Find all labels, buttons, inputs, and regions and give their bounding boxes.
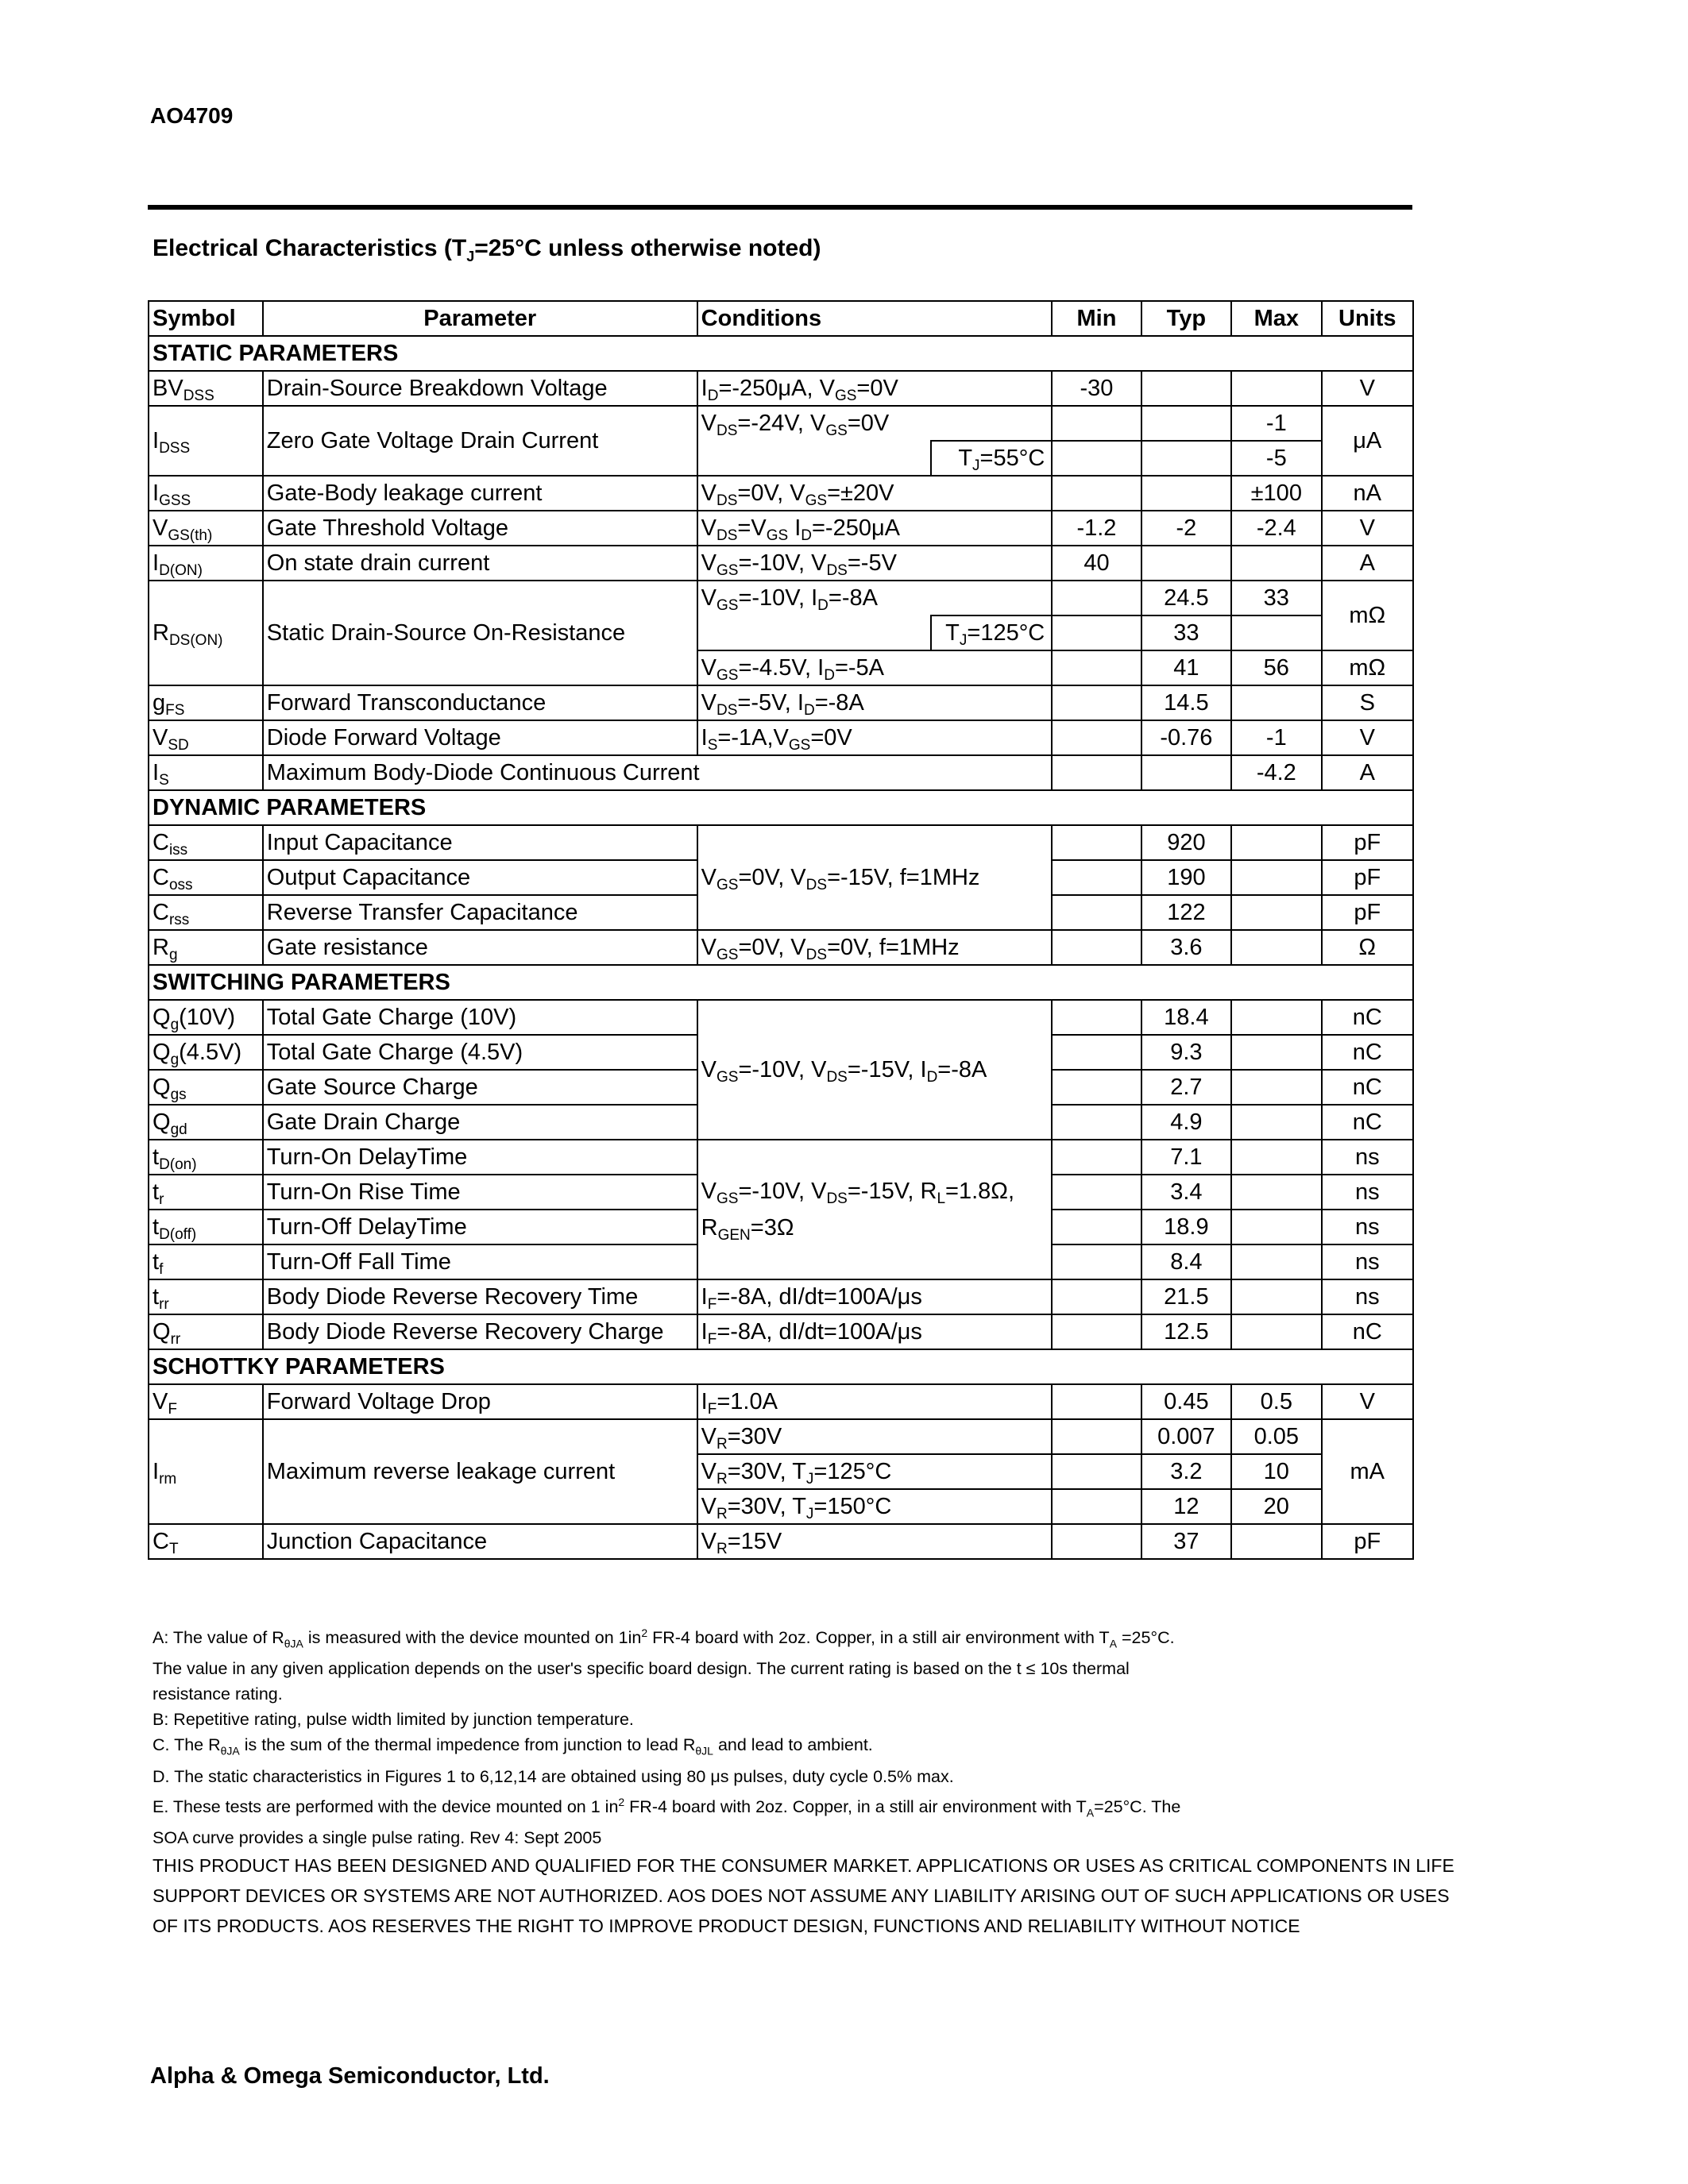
parameter: Forward Voltage Drop — [263, 1384, 697, 1419]
units: pF — [1322, 825, 1413, 860]
parameter: Gate resistance — [263, 930, 697, 965]
max — [1231, 1210, 1321, 1244]
min — [1052, 1105, 1141, 1140]
header-symbol: Symbol — [149, 301, 263, 336]
units: V — [1322, 511, 1413, 546]
symbol: $Q_{gs}$ — [149, 1070, 263, 1105]
symbol: $V_{SD}$ — [149, 720, 263, 755]
row-bvdss — [149, 371, 1413, 406]
header-min: Min — [1052, 301, 1141, 336]
min — [1052, 581, 1141, 615]
conditions: $V_{DS}=-24V$, $V_{GS}=0V$ — [697, 406, 1053, 441]
max — [1231, 546, 1321, 581]
min — [1052, 755, 1141, 790]
max — [1231, 860, 1321, 895]
header-max: Max — [1231, 301, 1321, 336]
parameter: Diode Forward Voltage — [263, 720, 697, 755]
min — [1052, 1070, 1141, 1105]
section-label: SWITCHING PARAMETERS — [149, 965, 1413, 1000]
symbol: $I_S$ — [149, 755, 263, 790]
max: -2.4 — [1231, 511, 1321, 546]
min — [1052, 685, 1141, 720]
max: 0.5 — [1231, 1384, 1321, 1419]
section-static — [149, 336, 1413, 371]
max — [1231, 1279, 1321, 1314]
row-trr — [149, 1279, 1413, 1314]
parameter: Static Drain-Source On-Resistance — [263, 581, 697, 685]
min — [1052, 1210, 1141, 1244]
section-schottky — [149, 1349, 1413, 1384]
typ — [1141, 755, 1231, 790]
max — [1231, 1175, 1321, 1210]
row-vsd — [149, 720, 1413, 755]
typ: 0.007 — [1141, 1419, 1231, 1454]
symbol: $I_{DSS}$ — [149, 406, 263, 476]
units: nC — [1322, 1000, 1413, 1035]
symbol: $V_F$ — [149, 1384, 263, 1419]
symbol: $t_r$ — [149, 1175, 263, 1210]
header-conditions: Conditions — [697, 301, 1053, 336]
min — [1052, 895, 1141, 930]
max: -4.2 — [1231, 755, 1321, 790]
min: 40 — [1052, 546, 1141, 581]
typ: 190 — [1141, 860, 1231, 895]
conditions-blank — [697, 615, 932, 650]
header-parameter: Parameter — [263, 301, 697, 336]
parameter: Reverse Transfer Capacitance — [263, 895, 697, 930]
conditions: $V_{DS}=0V$, $V_{GS}=\pm 20V$ — [697, 476, 1053, 511]
symbol: $C_{oss}$ — [149, 860, 263, 895]
symbol: $g_{FS}$ — [149, 685, 263, 720]
header-rule — [148, 205, 1412, 210]
min — [1052, 1279, 1141, 1314]
parameter: Turn-Off Fall Time — [263, 1244, 697, 1279]
section-switching — [149, 965, 1413, 1000]
min — [1052, 1384, 1141, 1419]
typ — [1141, 476, 1231, 511]
min — [1052, 860, 1141, 895]
max: -5 — [1231, 441, 1321, 476]
conditions: $I_S=-1A,V_{GS}=0V$ — [697, 720, 1053, 755]
min — [1052, 1489, 1141, 1524]
units: S — [1322, 685, 1413, 720]
row-vgsth — [149, 511, 1413, 546]
conditions: $I_D=-250\mu A$, $V_{GS}=0V$ — [697, 371, 1053, 406]
typ: 2.7 — [1141, 1070, 1231, 1105]
section-title: Electrical Characteristics ($T_J=25^\circ C$ unless otherwise noted) — [153, 235, 821, 264]
typ — [1141, 546, 1231, 581]
units: nC — [1322, 1070, 1413, 1105]
units: mA — [1322, 1419, 1413, 1524]
parameter: Gate Source Charge — [263, 1070, 697, 1105]
symbol: $BV_{DSS}$ — [149, 371, 263, 406]
header-row — [149, 301, 1413, 336]
typ: 24.5 — [1141, 581, 1231, 615]
symbol: $Q_g(4.5V)$ — [149, 1035, 263, 1070]
header-typ: Typ — [1141, 301, 1231, 336]
section-label: SCHOTTKY PARAMETERS — [149, 1349, 1413, 1384]
typ: 12.5 — [1141, 1314, 1231, 1349]
symbol: $t_{D(on)}$ — [149, 1140, 263, 1175]
parameter: Maximum Body-Diode Continuous Current — [263, 755, 1052, 790]
typ: 3.6 — [1141, 930, 1231, 965]
units: ns — [1322, 1244, 1413, 1279]
parameter: Turn-Off DelayTime — [263, 1210, 697, 1244]
row-irm — [149, 1419, 1413, 1454]
conditions: $V_{GS}=-10V$, $V_{DS}=-15V$, $R_L=1.8\Omega$, $R_{GEN}=3\Omega$ — [697, 1140, 1053, 1279]
typ: 7.1 — [1141, 1140, 1231, 1175]
disclaimer: THIS PRODUCT HAS BEEN DESIGNED AND QUALIFIED FOR THE CONSUMER MARKET. APPLICATIONS OR USES AS CRITICAL COMPONENTS IN LIFE SUPPORT DEVICES OR SYSTEMS ARE NOT AUTHORIZED. AOS DOES NOT ASSUME ANY LIABILITY ARISING OUT OF SUCH APPLICATIONS OR USES OF ITS PRODUCTS. AOS RESERVES THE RIGHT TO IMPROVE PRODUCT DESIGN, FUNCTIONS AND RELIABILITY WITHOUT NOTICE — [153, 1855, 1454, 1936]
row-tdon — [149, 1140, 1413, 1175]
note-a-line3: resistance rating. — [153, 1684, 283, 1704]
units: nC — [1322, 1314, 1413, 1349]
parameter: Drain-Source Breakdown Voltage — [263, 371, 697, 406]
section-label: DYNAMIC PARAMETERS — [149, 790, 1413, 825]
electrical-characteristics-table — [148, 300, 1414, 1560]
max: 0.05 — [1231, 1419, 1321, 1454]
typ: 21.5 — [1141, 1279, 1231, 1314]
row-rg — [149, 930, 1413, 965]
section-dynamic — [149, 790, 1413, 825]
min — [1052, 1524, 1141, 1559]
symbol: $C_{rss}$ — [149, 895, 263, 930]
parameter: Turn-On DelayTime — [263, 1140, 697, 1175]
min — [1052, 650, 1141, 685]
note-d: D. The static characteristics in Figures 1 to 6,12,14 are obtained using 80 μs pulses, duty cycle 0.5% max. — [153, 1766, 954, 1786]
symbol: $C_T$ — [149, 1524, 263, 1559]
symbol: $Q_{rr}$ — [149, 1314, 263, 1349]
typ: 14.5 — [1141, 685, 1231, 720]
conditions: $V_{GS}=-4.5V$, $I_D=-5A$ — [697, 650, 1053, 685]
conditions: $V_{GS}=-10V$, $I_D=-8A$ — [697, 581, 1053, 615]
typ: -0.76 — [1141, 720, 1231, 755]
note-a-line2: The value in any given application depends on the user's specific board design. The current rating is based on the t ≤ 10s thermal — [153, 1659, 1130, 1679]
conditions: $V_{GS}=0V$, $V_{DS}=-15V$, f=1MHz — [697, 825, 1053, 930]
typ: 18.4 — [1141, 1000, 1231, 1035]
symbol: $R_{DS(ON)}$ — [149, 581, 263, 685]
units: ns — [1322, 1175, 1413, 1210]
units: A — [1322, 546, 1413, 581]
symbol: $I_{rm}$ — [149, 1419, 263, 1524]
conditions: $I_F=-8A$, dI/dt=100A/μs — [697, 1279, 1053, 1314]
units: ns — [1322, 1210, 1413, 1244]
symbol: $I_{GSS}$ — [149, 476, 263, 511]
typ: 41 — [1141, 650, 1231, 685]
parameter: Zero Gate Voltage Drain Current — [263, 406, 697, 476]
conditions: $V_R=15V$ — [697, 1524, 1053, 1559]
symbol: $I_{D(ON)}$ — [149, 546, 263, 581]
row-ciss — [149, 825, 1413, 860]
max: 33 — [1231, 581, 1321, 615]
max — [1231, 1035, 1321, 1070]
units: ns — [1322, 1140, 1413, 1175]
units: ns — [1322, 1279, 1413, 1314]
max — [1231, 1524, 1321, 1559]
parameter: Gate Drain Charge — [263, 1105, 697, 1140]
parameter: Input Capacitance — [263, 825, 697, 860]
min — [1052, 1419, 1141, 1454]
row-qg10 — [149, 1000, 1413, 1035]
max: 20 — [1231, 1489, 1321, 1524]
min — [1052, 720, 1141, 755]
typ: 18.9 — [1141, 1210, 1231, 1244]
conditions-tj: $T_J=55^\circ C$ — [931, 441, 1052, 476]
typ — [1141, 441, 1231, 476]
row-vf — [149, 1384, 1413, 1419]
typ: 122 — [1141, 895, 1231, 930]
conditions: $V_{GS}=0V$, $V_{DS}=0V$, f=1MHz — [697, 930, 1053, 965]
units: Ω — [1322, 930, 1413, 965]
min — [1052, 1314, 1141, 1349]
row-ct — [149, 1524, 1413, 1559]
typ: 4.9 — [1141, 1105, 1231, 1140]
min: -1.2 — [1052, 511, 1141, 546]
typ: 920 — [1141, 825, 1231, 860]
typ — [1141, 371, 1231, 406]
max — [1231, 685, 1321, 720]
section-label: STATIC PARAMETERS — [149, 336, 1413, 371]
row-qrr — [149, 1314, 1413, 1349]
parameter: Body Diode Reverse Recovery Time — [263, 1279, 697, 1314]
typ: 33 — [1141, 615, 1231, 650]
units: μA — [1322, 406, 1413, 476]
row-idss — [149, 406, 1413, 441]
min — [1052, 1140, 1141, 1175]
min — [1052, 1454, 1141, 1489]
units: pF — [1322, 860, 1413, 895]
conditions: $V_{GS}=-10V$, $V_{DS}=-15V$, $I_D=-8A$ — [697, 1000, 1053, 1140]
parameter: Junction Capacitance — [263, 1524, 697, 1559]
typ: 9.3 — [1141, 1035, 1231, 1070]
units: V — [1322, 371, 1413, 406]
max — [1231, 930, 1321, 965]
row-is — [149, 755, 1413, 790]
parameter: Body Diode Reverse Recovery Charge — [263, 1314, 697, 1349]
units: nC — [1322, 1035, 1413, 1070]
max — [1231, 615, 1321, 650]
parameter: Gate-Body leakage current — [263, 476, 697, 511]
units: mΩ — [1322, 581, 1413, 650]
max — [1231, 825, 1321, 860]
conditions: $V_R=30V$ — [697, 1419, 1053, 1454]
parameter: Maximum reverse leakage current — [263, 1419, 697, 1524]
conditions: $I_F=-8A$, dI/dt=100A/μs — [697, 1314, 1053, 1349]
row-idon — [149, 546, 1413, 581]
conditions: $I_F=1.0A$ — [697, 1384, 1053, 1419]
min — [1052, 441, 1141, 476]
note-e-line2: SOA curve provides a single pulse rating. Rev 4: Sept 2005 — [153, 1828, 602, 1848]
conditions: $V_{DS}=-5V$, $I_D=-8A$ — [697, 685, 1053, 720]
max — [1231, 371, 1321, 406]
note-a: A: The value of $R_{\theta JA}$ is measured with the device mounted on $1in^2$ FR-4 board with 2oz. Copper, in a still air environment with $T_A =25^\circ C$. — [153, 1626, 1175, 1650]
conditions: $V_{DS}=V_{GS}$ $I_D=-250\mu A$ — [697, 511, 1053, 546]
units: V — [1322, 1384, 1413, 1419]
conditions: $V_R=30V$, $T_J=150^\circ C$ — [697, 1489, 1053, 1524]
min: -30 — [1052, 371, 1141, 406]
typ: -2 — [1141, 511, 1231, 546]
parameter: Gate Threshold Voltage — [263, 511, 697, 546]
symbol: $t_f$ — [149, 1244, 263, 1279]
typ: 12 — [1141, 1489, 1231, 1524]
max — [1231, 1140, 1321, 1175]
parameter: Total Gate Charge (4.5V) — [263, 1035, 697, 1070]
symbol: $V_{GS(th)}$ — [149, 511, 263, 546]
typ: 3.4 — [1141, 1175, 1231, 1210]
units: mΩ — [1322, 650, 1413, 685]
conditions-blank — [697, 441, 932, 476]
parameter: Forward Transconductance — [263, 685, 697, 720]
note-b: B: Repetitive rating, pulse width limited by junction temperature. — [153, 1710, 634, 1730]
parameter: On state drain current — [263, 546, 697, 581]
max: 10 — [1231, 1454, 1321, 1489]
symbol: $t_{rr}$ — [149, 1279, 263, 1314]
min — [1052, 1175, 1141, 1210]
units: pF — [1322, 1524, 1413, 1559]
min — [1052, 476, 1141, 511]
min — [1052, 615, 1141, 650]
min — [1052, 930, 1141, 965]
symbol: $Q_g(10V)$ — [149, 1000, 263, 1035]
symbol: $R_g$ — [149, 930, 263, 965]
min — [1052, 825, 1141, 860]
max: -1 — [1231, 720, 1321, 755]
max — [1231, 1105, 1321, 1140]
units: nC — [1322, 1105, 1413, 1140]
row-igss — [149, 476, 1413, 511]
min — [1052, 1035, 1141, 1070]
units: pF — [1322, 895, 1413, 930]
parameter: Output Capacitance — [263, 860, 697, 895]
max — [1231, 1070, 1321, 1105]
typ: 37 — [1141, 1524, 1231, 1559]
max: ±100 — [1231, 476, 1321, 511]
symbol: $Q_{gd}$ — [149, 1105, 263, 1140]
min — [1052, 1244, 1141, 1279]
max — [1231, 1244, 1321, 1279]
symbol: $t_{D(off)}$ — [149, 1210, 263, 1244]
max — [1231, 895, 1321, 930]
header-units: Units — [1322, 301, 1413, 336]
note-e: E. These tests are performed with the device mounted on 1 $in^2$ FR-4 board with 2oz. Copper, in a still air environment with $T_A=25^\circ C$. The — [153, 1795, 1181, 1819]
symbol: $C_{iss}$ — [149, 825, 263, 860]
conditions: $V_R=30V$, $T_J=125^\circ C$ — [697, 1454, 1053, 1489]
max: -1 — [1231, 406, 1321, 441]
conditions: $V_{GS}=-10V$, $V_{DS}=-5V$ — [697, 546, 1053, 581]
row-gfs — [149, 685, 1413, 720]
note-c: C. The $R_{\theta JA}$ is the sum of the thermal impedence from junction to lead $R_{\theta JL}$ and lead to ambient. — [153, 1735, 873, 1758]
min — [1052, 1000, 1141, 1035]
units: nA — [1322, 476, 1413, 511]
units: A — [1322, 755, 1413, 790]
units: V — [1322, 720, 1413, 755]
max: 56 — [1231, 650, 1321, 685]
max — [1231, 1314, 1321, 1349]
footnotes — [153, 1620, 1439, 1850]
row-rdson — [149, 581, 1413, 615]
part-number: AO4709 — [150, 103, 234, 128]
typ: 8.4 — [1141, 1244, 1231, 1279]
conditions-tj: $T_J=125^\circ C$ — [931, 615, 1052, 650]
max — [1231, 1000, 1321, 1035]
parameter: Turn-On Rise Time — [263, 1175, 697, 1210]
min — [1052, 406, 1141, 441]
company-name: Alpha & Omega Semiconductor, Ltd. — [150, 2063, 550, 2089]
typ: 0.45 — [1141, 1384, 1231, 1419]
typ — [1141, 406, 1231, 441]
parameter: Total Gate Charge (10V) — [263, 1000, 697, 1035]
typ: 3.2 — [1141, 1454, 1231, 1489]
